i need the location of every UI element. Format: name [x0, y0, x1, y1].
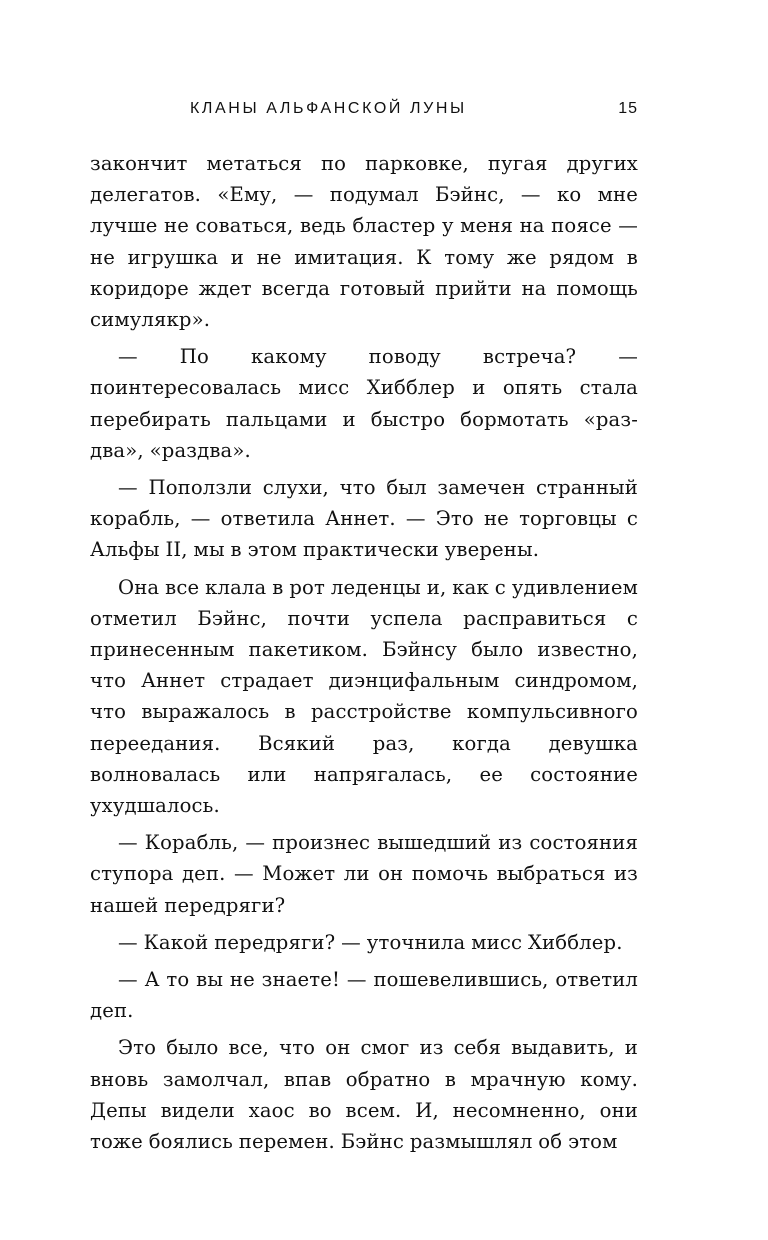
running-head [90, 96, 638, 122]
page-number: 15 [618, 100, 638, 117]
paragraph: — По какому поводу встреча? — поинтересовалась мисс Хибблер и опять стала перебирать пальцами и быстро бормотать «раз-два», «раздва». [90, 345, 638, 462]
paragraph: Это было все, что он смог из себя выдавить, и вновь замолчал, впав обратно в мрачную кому. Депы видели хаос во всем. И, несомненно, они тоже боялись перемен. Бэйнс размышлял об этом [90, 1036, 638, 1154]
body-text [90, 148, 638, 1157]
paragraph: — Какой передряги? — уточнила мисс Хибблер. [118, 930, 623, 954]
paragraph: Она все клала в рот леденцы и, как с удивлением отметил Бэйнс, почти успела расправиться с принесенным пакетиком. Бэйнсу было известно, что Аннет страдает диэнцифальным синдромом, что выражалось в расстройстве компульсивного переедания. Всякий раз, когда девушка волновалась или напрягалась, ее состояние ухудшалось. [90, 575, 638, 818]
paragraph: закончит метаться по парковке, пугая других делегатов. «Ему, — подумал Бэйнс, — ко мне лучше не соваться, ведь бластер у меня на поясе — не игрушка и не имитация. К тому же рядом в коридоре ждет всегда готовый прийти на помощь симулякр». [90, 152, 638, 332]
running-title: КЛАНЫ АЛЬФАНСКОЙ ЛУНЫ [190, 100, 467, 117]
paragraph: — А то вы не знаете! — пошевелившись, ответил деп. [90, 968, 638, 1023]
paragraph: — Корабль, — произнес вышедший из состояния ступора деп. — Может ли он помочь выбраться из нашей передряги? [90, 831, 638, 917]
paragraph: — Поползли слухи, что был замечен странный корабль, — ответила Аннет. — Это не торговцы с Альфы II, мы в этом практически уверены. [90, 476, 638, 562]
